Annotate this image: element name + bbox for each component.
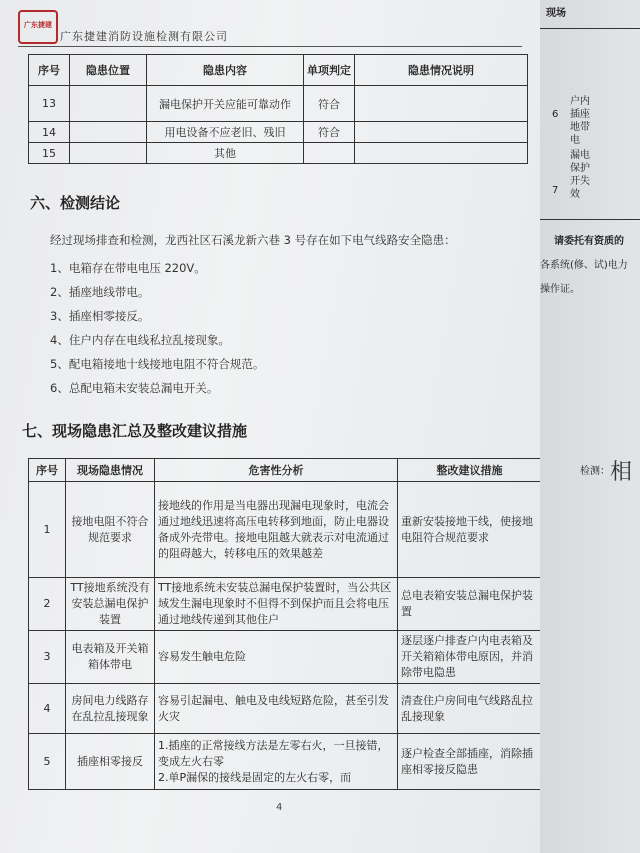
rectification-table: [28, 458, 542, 790]
side-header: 现场: [546, 8, 566, 19]
row-no: 1: [29, 482, 66, 578]
row-note: [355, 122, 528, 143]
row-analysis: 1.插座的正常接线方法是左零右火，一旦接错，变成左火右零 2.单P漏保的接线是固定的左火右零，而: [155, 734, 398, 790]
rectification-table-header: [29, 459, 542, 482]
conclusion-item: 1、电箱存在带电电压 220V。: [50, 261, 206, 275]
logo-text: 广东捷建: [24, 21, 52, 29]
col-no: 序号: [29, 55, 70, 86]
row-fix: 逐户检查全部插座，消除插座相零接反隐患: [398, 734, 542, 790]
row-content: 漏电保护开关应能可靠动作: [147, 86, 304, 122]
row-no: 5: [29, 734, 66, 790]
table-row: [29, 734, 542, 790]
row-issue: 电表箱及开关箱箱体带电: [66, 631, 155, 684]
company-logo: [18, 10, 58, 44]
side-line: 操作证。: [540, 284, 580, 295]
side-row-text: 漏电保护开失效: [570, 150, 590, 200]
conclusion-item: 5、配电箱接地十线接地电阻不符合规范。: [50, 357, 265, 371]
section6-intro: 经过现场排查和检测，龙西社区石溪龙新六巷 3 号存在如下电气线路安全隐患：: [50, 233, 456, 247]
col-issue: 现场隐患情况: [66, 459, 155, 482]
conclusion-item: 2、插座地线带电。: [50, 285, 150, 299]
side-row-text: 户内插座地带电: [570, 96, 590, 146]
hazard-table-header: [29, 55, 528, 86]
row-issue: 房间电力线路存在乱拉乱接现象: [66, 684, 155, 734]
side-table: [540, 28, 640, 220]
row-content: 用电设备不应老旧、残旧: [147, 122, 304, 143]
conclusion-item: 6、总配电箱未安装总漏电开关。: [50, 381, 219, 395]
table-row: [29, 578, 542, 631]
row-note: [355, 86, 528, 122]
col-location: 隐患位置: [70, 55, 147, 86]
row-no: 15: [29, 143, 70, 164]
section6-title: 六、检测结论: [30, 194, 121, 212]
row-fix: 总电表箱安装总漏电保护装置: [398, 578, 542, 631]
side-line: 各系统(修、试)电力: [540, 260, 628, 271]
page-number: 4: [276, 802, 283, 813]
section7-title: 七、现场隐患汇总及整改建议措施: [22, 422, 248, 440]
row-judgement: 符合: [304, 86, 355, 122]
row-fix: 重新安装接地干线，使接地电阻符合规范要求: [398, 482, 542, 578]
row-analysis: 容易引起漏电、触电及电线短路危险，甚至引发火灾: [155, 684, 398, 734]
row-analysis: 容易发生触电危险: [155, 631, 398, 684]
row-no: 4: [29, 684, 66, 734]
row-location: [70, 143, 147, 164]
conclusion-item: 3、插座相零接反。: [50, 309, 150, 323]
row-no: 14: [29, 122, 70, 143]
col-fix: 整改建议措施: [398, 459, 542, 482]
col-no: 序号: [29, 459, 66, 482]
row-content: 其他: [147, 143, 304, 164]
side-row-no: 7: [552, 185, 559, 196]
underlying-page: [540, 0, 640, 853]
row-judgement: [304, 143, 355, 164]
row-no: 13: [29, 86, 70, 122]
company-name: 广东捷建消防设施检测有限公司: [60, 30, 228, 43]
table-row: [29, 86, 528, 122]
handwritten-signature: 相: [610, 460, 633, 485]
hazard-table: [28, 54, 528, 164]
row-analysis: TT接地系统未安装总漏电保护装置时，当公共区域发生漏电现象时不但得不到保护而且会将电压通过地线传递到其他住户: [155, 578, 398, 631]
table-row: [29, 122, 528, 143]
row-fix: 逐层逐户排查户内电表箱及开关箱箱体带电原因，并消除带电隐患: [398, 631, 542, 684]
table-row: [29, 482, 542, 578]
header-divider: [18, 46, 522, 47]
row-no: 2: [29, 578, 66, 631]
table-row: [29, 631, 542, 684]
side-row-no: 6: [552, 109, 559, 120]
row-analysis: 接地线的作用是当电器出现漏电现象时，电流会通过地线迅速将高压电转移到地面，防止电器设备成外壳带电。接地电阻越大就表示对电流通过的阻碍越大，转移电压的效果越差: [155, 482, 398, 578]
row-issue: TT接地系统没有安装总漏电保护装置: [66, 578, 155, 631]
col-analysis: 危害性分析: [155, 459, 398, 482]
row-issue: 插座相零接反: [66, 734, 155, 790]
row-location: [70, 86, 147, 122]
conclusion-item: 4、住户内存在电线私拉乱接现象。: [50, 333, 230, 347]
col-judgement: 单项判定: [304, 55, 355, 86]
side-line: 请委托有资质的: [554, 236, 624, 247]
col-note: 隐患情况说明: [355, 55, 528, 86]
row-fix: 清查住户房间电气线路乱拉乱接现象: [398, 684, 542, 734]
row-no: 3: [29, 631, 66, 684]
col-content: 隐患内容: [147, 55, 304, 86]
row-judgement: 符合: [304, 122, 355, 143]
table-row: [29, 684, 542, 734]
table-row: [29, 143, 528, 164]
row-issue: 接地电阻不符合规范要求: [66, 482, 155, 578]
signature-label: 检测：: [580, 466, 610, 477]
row-location: [70, 122, 147, 143]
row-note: [355, 143, 528, 164]
